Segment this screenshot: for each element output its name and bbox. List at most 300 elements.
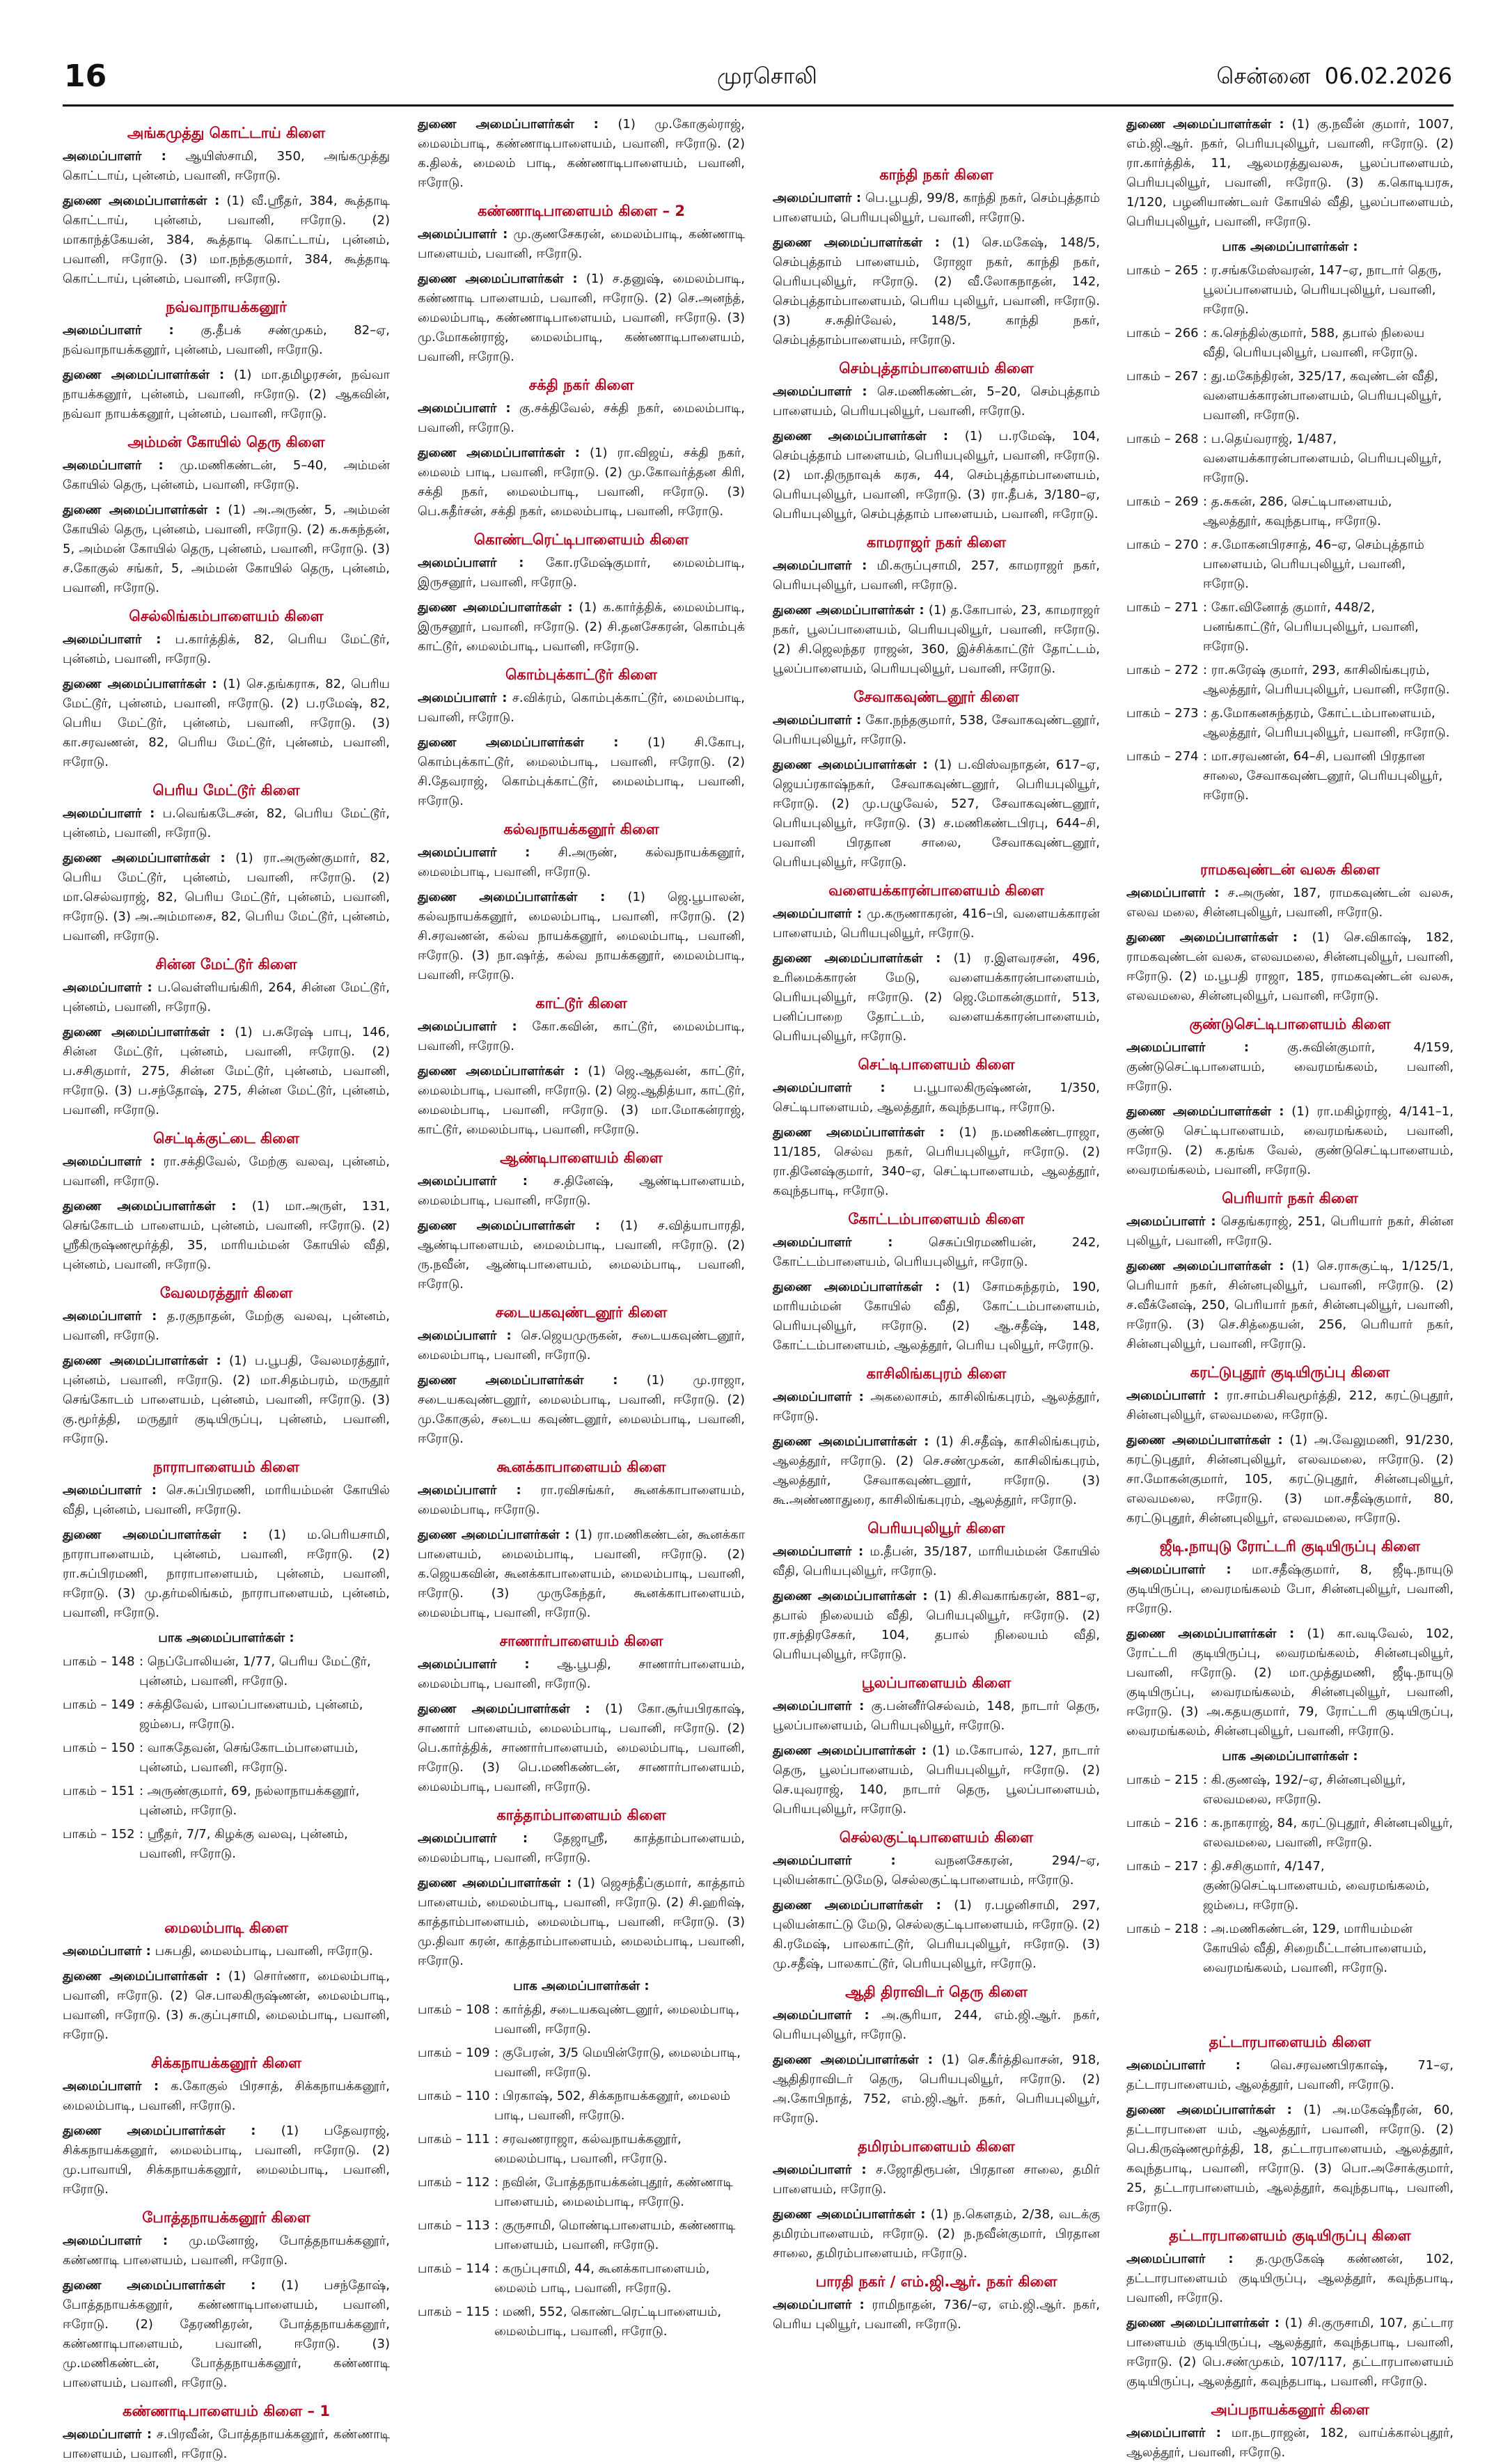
role-label: துணை அமைப்பாளர்கள் :: [773, 951, 941, 966]
office-bearer-entry: [418, 115, 745, 193]
role-label: துணை அமைப்பாளர்கள் :: [418, 1218, 601, 1233]
branch-heading: செல்லிங்கம்பாளையம் கிளை: [129, 608, 324, 625]
entry-text: (1) செ.கீர்த்திவாசன், 918, ஆதிதிராவிடர் தெரு, பெரியபுலியூர், ஈரோடு. (2) அ.கோபிநாத், 752, எம்.ஜி.ஆர். நகர், பெரியபுலியூர், ஈரோடு.: [773, 2053, 1100, 2126]
booth-number: பாகம் – 266: [1126, 326, 1199, 340]
office-bearer-entry: [63, 2121, 390, 2199]
role-label: துணை அமைப்பாளர்கள் :: [418, 1528, 570, 1542]
role-label: துணை அமைப்பாளர்கள் :: [773, 603, 925, 618]
office-bearer-entry: [1126, 928, 1454, 1006]
branch-heading: கல்வநாயக்கனூர் கிளை: [503, 821, 659, 838]
office-bearer-entry: [773, 2296, 1100, 2334]
role-label: துணை அமைப்பாளர்கள் :: [773, 429, 949, 444]
office-bearer-entry: [418, 1062, 745, 1140]
header-rule: [63, 104, 1454, 107]
role-label: துணை அமைப்பாளர்கள் :: [63, 194, 220, 208]
office-bearer-entry: [773, 949, 1100, 1046]
entry-text: ஆ.பூபதி, சாணார்பாளையம், மைலம்பாடி, பவானி, ஈரோடு.: [418, 1657, 745, 1691]
role-label: அமைப்பாளர் :: [418, 227, 508, 242]
entry-text: (1) மா.தமிழரசன், நவ்வா நாயக்கனூர், புன்னம், பவானி, ஈரோடு. (2) ஆகவின், நவ்வா நாயக்கனூர், புன்னம், பவானி, ஈரோடு.: [63, 368, 390, 421]
office-bearer-entry: [773, 755, 1100, 872]
entry-text: ரா.சக்திவேல், மேற்கு வலவு, புன்னம், பவானி, ஈரோடு.: [63, 1154, 390, 1188]
role-label: அமைப்பாளர் :: [1126, 1214, 1216, 1229]
booth-person: : ச.மோகனபிரசாத், 46–ஏ, செம்புத்தாம் பாளையம், பெரியபுலியூர், பவானி, ஈரோடு.: [1203, 537, 1424, 591]
branch-heading: போத்தநாயக்கனூர் கிளை: [142, 2209, 310, 2226]
entry-text: (1) ரா.மணிகண்டன், கூனக்கா பாளையம், மைலம்பாடி, பவானி, ஈரோடு. (2) க.ஜெயகவின், கூனக்காபாளையம், மைலம்பாடி, பவானி, ஈரோடு. (3) முருகேந்தர், கூனக்காபாளையம், மைலம்பாடி, பவானி, ஈரோடு.: [418, 1528, 745, 1620]
role-label: துணை அமைப்பாளர்கள் :: [63, 2278, 256, 2293]
role-label: துணை அமைப்பாளர்கள் :: [1126, 930, 1298, 945]
booth-number: பாகம் – 151: [63, 1784, 135, 1798]
role-label: துணை அமைப்பாளர்கள் :: [63, 1969, 221, 1984]
office-bearer-entry: [773, 601, 1100, 679]
booth-number: பாகம் – 109: [418, 2046, 490, 2060]
entry-text: (1) ச.வித்யாபாரதி, ஆண்டிபாளையம், மைலம்பாடி, பவானி, ஈரோடு. (2) ரு.நவீன், ஆண்டிபாளையம், மைலம்பாடி, பவானி, ஈரோடு.: [418, 1218, 745, 1292]
booth-entry: [1126, 367, 1454, 425]
booth-number: பாகம் – 216: [1126, 1816, 1199, 1830]
booth-entry: [1126, 661, 1454, 700]
entry-text: (1) ரா.மகிழ்ராஜ், 4/141–1, குண்டு செட்டிபாளையம், வைரமங்கலம், பவானி, ஈரோடு. (2) க.தங்க வேல், குண்டுசெட்டிபாளையம், வைரமங்கலம், பவானி, ஈரோடு.: [1126, 1104, 1454, 1177]
column-gap: [1126, 1982, 1454, 2024]
office-bearer-entry: [773, 556, 1100, 595]
entry-text: ராமிநாதன், 736/–ஏ, எம்.ஜி.ஆர். நகர், பெரிய புலியூர், பவானி, ஈரோடு.: [773, 2298, 1100, 2332]
office-bearer-entry: [63, 2077, 390, 2116]
entry-text: கு.சக்திவேல், சக்தி நகர், மைலம்பாடி, பவானி, ஈரோடு.: [418, 401, 745, 435]
booth-entry: [1126, 1920, 1454, 1978]
column-4: [1126, 115, 1454, 2460]
booth-entry: [63, 1825, 390, 1864]
entry-text: (1) ப.சுரேஷ் பாபு, 146, சின்ன மேட்டூர், புன்னம், பவானி, ஈரோடு. (2) ப.சசிகுமார், 275, சின்ன மேட்டூர், புன்னம், பவானி, ஈரோடு. (3) ப.சந்தோஷ், 275, சின்ன மேட்டூர், புன்னம், பவானி, ஈரோடு.: [63, 1025, 390, 1117]
article-columns: [63, 115, 1454, 2461]
booth-person: : சரவணராஜா, கல்வநாயக்கனூர், மைலம்பாடி, பவானி, ஈரோடு.: [494, 2132, 682, 2166]
office-bearer-entry: [773, 1432, 1100, 1510]
office-bearer-entry: [1126, 1560, 1454, 1619]
newspaper-name: முரசொலி: [717, 63, 817, 89]
role-label: அமைப்பாளர் :: [773, 1235, 893, 1250]
booth-number: பாகம் – 115: [418, 2305, 490, 2319]
entry-text: (1) செ.விகாஷ், 182, ராமகவுண்டன் வலசு, எலவமலை, சின்னபுலியூர், பவானி, ஈரோடு. (2) ம.பூபதி ராஜா, 185, ராமகவுண்டன் வலசு, எலவமலை, சின்னபுலியூர், பவானி, ஈரோடு.: [1126, 930, 1454, 1003]
booth-person: : கோ.வினோத் குமார், 448/2, பனங்காட்டூர், பெரியபுலியூர், பவானி, ஈரோடு.: [1203, 600, 1419, 654]
role-label: அமைப்பாளர் :: [63, 2079, 159, 2094]
office-bearer-entry: [773, 1542, 1100, 1581]
entry-text: கோ.கவின், காட்டூர், மைலம்பாடி, பவானி, ஈரோடு.: [418, 1019, 745, 1053]
entry-text: (1) பதேவராஜ், சிக்கநாயக்கனூர், மைலம்பாடி, பவானி, ஈரோடு. (2) மு.பாவாயி, சிக்கநாயக்கனூர், மைலம்பாடி, பவானி, ஈரோடு.: [63, 2124, 390, 2197]
role-label: அமைப்பாளர் :: [773, 2163, 867, 2177]
role-label: அமைப்பாளர் :: [773, 191, 862, 205]
office-bearer-entry: [418, 1481, 745, 1520]
booth-person: : நவின், போத்தநாயக்கன்புதூர், கண்ணாடி பாளையம், மைலம்பாடி, ஈரோடு.: [494, 2175, 733, 2209]
booth-entry: [418, 2087, 745, 2126]
entry-text: (1) அ.மகேஷ்நீரன், 60, தட்டாரபாளை யம், ஆலத்தூர், பவானி, ஈரோடு. (2) பெ.கிருஷ்ணமூர்த்தி, 18, தட்டாரபாளையம், ஆலத்தூர், கவுந்தபாடி, பவானி, ஈரோடு. (3) பொ.அசோக்குமார், 25, தட்டாரபாளையம், ஆலத்தூர், கவுந்தபாடி, பவானி, ஈரோடு.: [1126, 2103, 1454, 2215]
entry-text: ரா.ரவிசங்கர், கூனக்காபாளையம், மைலம்பாடி, ஈரோடு.: [418, 1483, 745, 1517]
entry-text: (1) செ.தங்கராசு, 82, பெரிய மேட்டூர், புன்னம், பவானி, ஈரோடு. (2) ப.ரமேஷ், 82, பெரிய மேட்டூர், புன்னம், பவானி, ஈரோடு. (3) கா.சரவணன், 82, பெரிய மேட்டூர், புன்னம், பவானி, ஈரோடு.: [63, 677, 390, 769]
role-label: துணை அமைப்பாளர்கள் :: [773, 1434, 929, 1449]
branch-heading: பாரதி நகர் / எம்.ஜி.ஆர். நகர் கிளை: [815, 2273, 1057, 2290]
branch-heading: கூனக்காபாளையம் கிளை: [496, 1459, 666, 1475]
office-bearer-entry: [63, 849, 390, 946]
entry-text: மு.மனோஜ், போத்தநாயக்கனூர், கண்ணாடி பாளையம், பவானி, ஈரோடு.: [63, 2234, 390, 2268]
entry-text: மா.சதீஷ்குமார், 8, ஜீடி.நாயுடு குடியிருப்பு, வைரமங்கலம் போ, சின்னபுலியூர், பவானி, ஈரோடு.: [1126, 1562, 1454, 1616]
entry-text: வெ.சரவணபிரகாஷ், 71–ஏ, தட்டாரபாளையம், ஆலத்தூர், பவானி, ஈரோடு.: [1126, 2058, 1454, 2092]
office-bearer-entry: [773, 1278, 1100, 1356]
role-label: துணை அமைப்பாளர்கள் :: [418, 117, 599, 132]
office-bearer-entry: [418, 399, 745, 438]
office-bearer-entry: [63, 191, 390, 289]
booth-number: பாகம் – 268: [1126, 432, 1199, 446]
booth-person: : பிரகாஷ், 502, சிக்கநாயக்கனூர், மைலம் பாடி, பவானி, ஈரோடு.: [494, 2089, 730, 2123]
entry-text: (1) சி.சதீஷ், காசிலிங்கபுரம், ஆலத்தூர், ஈரோடு. (2) செ.சண்முகன், காசிலிங்கபுரம், ஆலத்தூர், சேவாகவுண்டனூர், ஈரோடு. (3) கூ.அண்ணாதுரை, காசிலிங்கபுரம், ஆலத்தூர், ஈரோடு.: [773, 1434, 1100, 1507]
booth-number: பாகம் – 150: [63, 1741, 135, 1755]
branch-heading: கண்ணாடிபாளையம் கிளை – 2: [478, 203, 685, 219]
booth-number: பாகம் – 272: [1126, 663, 1199, 677]
office-bearer-entry: [773, 1233, 1100, 1272]
office-bearer-entry: [63, 1307, 390, 1346]
entry-text: ச.ஜோதிரூபன், பிரதான சாலை, தமிர் பாளையம், ஈரோடு.: [773, 2163, 1100, 2197]
role-label: அமைப்பாளர் :: [63, 149, 166, 164]
entry-text: (1) த.கோபால், 23, காமராஜர் நகர், பூலப்பாளையம், பெரியபுலியூர், பவானி, ஈரோடு. (2) சி.ஜெலந்தர ராஜன், 360, இச்சிக்காட்டூர் தோட்டம், பூலப்பாளையம், பெரியபுலியூர், பவானி, ஈரோடு.: [773, 603, 1100, 676]
role-label: துணை அமைப்பாளர்கள் :: [773, 1589, 928, 1603]
entry-text: த.முருகேஷ் கண்ணன், 102, தட்டாரபாளையம் குடியிருப்பு, ஆலத்தூர், கவுந்தபாடி, பவானி, ஈரோடு.: [1126, 2252, 1454, 2305]
booth-entry: [418, 2130, 745, 2169]
role-label: அமைப்பாளர் :: [1126, 2252, 1234, 2266]
role-label: துணை அமைப்பாளர்கள் :: [1126, 1259, 1284, 1273]
role-label: அமைப்பாளர் :: [63, 2427, 152, 2442]
role-label: அமைப்பாளர் :: [773, 558, 867, 573]
office-bearer-entry: [1126, 2101, 1454, 2218]
role-label: துணை அமைப்பாளர்கள் :: [63, 851, 226, 865]
branch-heading: ஆதி திராவிடர் தெரு கிளை: [845, 1984, 1028, 2000]
office-bearer-entry: [63, 1481, 390, 1520]
office-bearer-entry: [773, 1078, 1100, 1117]
booth-number: பாகம் – 149: [63, 1697, 135, 1712]
entry-text: கு.பன்னீர்செல்வம், 148, நாடார் தெரு, பூலப்பாளையம், பெரியபுலியூர், ஈரோடு.: [773, 1699, 1101, 1733]
booth-entry: [1126, 1814, 1454, 1853]
entry-text: (1) க.கார்த்திக், மைலம்பாடி, இருசனூர், பவானி, ஈரோடு. (2) சி.தனசேகரன், கொம்புக் காட்டூர், மைலம்பாடி, பவானி, ஈரோடு.: [418, 600, 745, 654]
branch-heading: பெரியபுலியூர் கிளை: [867, 1520, 1005, 1537]
column-gap: [773, 115, 1100, 157]
section-subheading: பாக அமைப்பாளர்கள் :: [158, 1631, 294, 1645]
booth-entry: [1126, 430, 1454, 488]
branch-heading: அம்மன் கோயில் தெரு கிளை: [127, 434, 325, 450]
role-label: துணை அமைப்பாளர்கள் :: [63, 368, 225, 382]
office-bearer-entry: [418, 598, 745, 657]
office-bearer-entry: [63, 1942, 390, 1961]
booth-person: : க.செந்தில்குமார், 588, தபால் நிலைய வீதி, பெரியபுலியூர், பவானி, ஈரோடு.: [1203, 326, 1425, 360]
branch-heading: கோட்டம்பாளையம் கிளை: [848, 1211, 1025, 1227]
page-number: 16: [64, 58, 107, 94]
entry-text: (1) ந.கௌதம், 2/38, வடக்கு தமிரம்பாளையம், ஈரோடு. (2) ந.நவீன்குமார், பிரதான சாலை, தமிரம்பாளையம், ஈரோடு.: [773, 2207, 1100, 2261]
booth-number: பாகம் – 265: [1126, 263, 1199, 278]
office-bearer-entry: [418, 1829, 745, 1868]
entry-text: (1) கோ.சூர்யபிரகாஷ், சாணார் பாளையம், மைலம்பாடி, பவானி, ஈரோடு. (2) பெ.கார்த்திக், சாணார்பாளையம், மைலம்பாடி, பவானி, ஈரோடு. (3) பெ.மணிகண்டன், சாணார்பாளையம், மைலம்பாடி, பவானி, ஈரோடு.: [418, 1702, 745, 1794]
booth-person: : து.மகேந்திரன், 325/17, கவுண்டன் வீதி, வளையக்காரன்பாளையம், பெரியபுலியூர், பவானி, ஈரோடு.: [1203, 369, 1442, 423]
role-label: அமைப்பாளர் :: [63, 2234, 168, 2248]
office-bearer-entry: [773, 2205, 1100, 2263]
branch-heading: செம்புத்தாம்பாளையம் கிளை: [839, 360, 1034, 377]
office-bearer-entry: [63, 1197, 390, 1275]
booth-person: : மணி, 552, கொண்டரெட்டிபாளையம், மைலம்பாடி, பவானி, ஈரோடு.: [494, 2305, 722, 2339]
entry-text: (1) ந.மணிகண்டராஜா, 11/185, செல்வ நகர், பெரியபுலியூர், ஈரோடு. (2) ரா.தினேஷ்குமார், 340–ஏ, செட்டிபாளையம், ஆலத்தூர், கவுந்தபாடி, ஈரோடு.: [773, 1125, 1100, 1198]
booth-entry: [1126, 261, 1454, 320]
entry-text: ப.பூபாலகிருஷ்ணன், 1/350, செட்டிபாளையம், ஆலத்தூர், கவுந்தபாடி, ஈரோடு.: [773, 1081, 1100, 1115]
role-label: துணை அமைப்பாளர்கள் :: [773, 1280, 941, 1294]
role-label: அமைப்பாளர் :: [418, 691, 508, 705]
office-bearer-entry: [418, 1874, 745, 1971]
entry-text: தேஜாஸ்ரீ, காத்தாம்பாளையம், மைலம்பாடி, பவானி, ஈரோடு.: [418, 1831, 745, 1865]
entry-text: (1) அ.அருண், 5, அம்மன் கோயில் தெரு, புன்னம், பவானி, ஈரோடு. (2) க.சுகந்தன், 5, அம்மன் கோயில் தெரு, புன்னம், பவானி, ஈரோடு. (3) ச.கோகுல் சங்கர், 5, அம்மன் கோயில் தெரு, புன்னம், பவானி, ஈரோடு.: [63, 503, 390, 595]
entry-text: (1) ம.பெரியசாமி, நாராபாளையம், புன்னம், பவானி, ஈரோடு. (2) ரா.சுப்பிரமணி, நாராபாளையம், புன்னம், பவானி, ஈரோடு. (3) மு.தர்மலிங்கம், நாராபாளையம், புன்னம், பவானி, ஈரோடு.: [63, 1528, 390, 1620]
office-bearer-entry: [773, 711, 1100, 750]
branch-heading: காட்டூர் கிளை: [535, 995, 627, 1012]
role-label: துணை அமைப்பாளர்கள் :: [418, 600, 573, 615]
booth-entry: [418, 2173, 745, 2212]
office-bearer-entry: [1126, 884, 1454, 923]
entry-text: (1) கி.சிவகாங்கரன், 881–ஏ, தபால் நிலையம் வீதி, பெரியபுலியூர், ஈரோடு. (2) ரா.சந்திரசேகர், 104, தபால் நிலையம் வீதி, பெரியபுலியூர், ஈரோடு.: [773, 1589, 1100, 1662]
booth-number: பாகம் – 111: [418, 2132, 490, 2147]
office-bearer-entry: [63, 366, 390, 424]
booth-entry: [1126, 492, 1454, 531]
entry-text: (1) ஜெ.ஆதவன், காட்டூர், மைலம்பாடி, பவானி, ஈரோடு. (2) ஜெ.ஆதித்யா, காட்டூர், மைலம்பாடி, பவானி, ஈரோடு. (3) மா.மோகன்ராஜ், காட்டூர், மைலம்பாடி, பவானி, ஈரோடு.: [418, 1064, 745, 1137]
office-bearer-entry: [63, 1023, 390, 1120]
office-bearer-entry: [773, 1741, 1100, 1819]
entry-text: அகலைாசம், காசிலிங்கபுரம், ஆலத்தூர், ஈரோடு.: [773, 1390, 1100, 1424]
branch-heading: ஆண்டிபாளையம் கிளை: [500, 1149, 663, 1166]
column-gap: [63, 1868, 390, 1910]
branch-heading: கொம்புக்காட்டூர் கிளை: [505, 666, 658, 683]
role-label: துணை அமைப்பாளர்கள் :: [63, 1353, 221, 1368]
booth-number: பாகம் – 108: [418, 2002, 490, 2017]
role-label: அமைப்பாளர் :: [63, 458, 164, 473]
branch-heading: வேலமரத்தூர் கிளை: [159, 1285, 293, 1301]
role-label: அமைப்பாளர் :: [63, 632, 162, 647]
dateline-date: 06.02.2026: [1324, 63, 1452, 89]
column-3: [773, 115, 1101, 2332]
office-bearer-entry: [63, 1525, 390, 1623]
entry-text: அ.சூரியா, 244, எம்.ஜி.ஆர். நகர், பெரியபுலியூர், ஈரோடு.: [773, 2008, 1100, 2042]
role-label: துணை அமைப்பாளர்கள் :: [773, 2207, 926, 2222]
booth-number: பாகம் – 267: [1126, 369, 1199, 384]
branch-heading: கரட்டுபுதூர் குடியிருப்பு கிளை: [1190, 1364, 1390, 1381]
entry-text: (1) மு.ராஜா, சடையகவுண்டனூர், மைலம்பாடி, பவானி, ஈரோடு. (2) மு.கோகுல், சடைய கவுண்டனூர், மைலம்பாடி, பவானி, ஈரோடு.: [418, 1373, 745, 1446]
entry-text: கு.தீபக் சண்முகம், 82–ஏ, நவ்வாநாயக்கனூர், புன்னம், பவானி, ஈரோடு.: [63, 323, 390, 357]
entry-text: (1) பசந்தோஷ், போத்தநாயக்கனூர், கண்ணாடிபாளையம், பவானி, ஈரோடு. (2) தேரணிதரன், போத்தநாயக்கனூர், கண்ணாடிபாளையம், பவானி, ஈரோடு. (3) மு.மணிகண்டன், போத்தநாயக்கனூர், கண்ணாடி பாளையம், பவானி, ஈரோடு.: [63, 2278, 390, 2390]
dateline: [1216, 63, 1452, 92]
role-label: துணை அமைப்பாளர்கள் :: [418, 735, 619, 750]
office-bearer-entry: [63, 1152, 390, 1191]
entry-text: (1) செ.மகேஷ், 148/5, செம்புத்தாம் பாளையம், ரோஜா நகர், காந்தி நகர், பெரியபுலியூர், ஈரோடு. (2) வீ.லோகநாதன், 142, செம்புத்தாம்பாளையம், பெரிய புலியூர், பவானி, ஈரோடு. (3) ச.சுதிர்வேல், 148/5, காந்தி நகர், செம்புத்தாம்பாளையம், ஈரோடு.: [773, 235, 1100, 347]
office-bearer-entry: [63, 456, 390, 495]
entry-text: த.ரகுநாதன், மேற்கு வலவு, புன்னம், பவானி, ஈரோடு.: [63, 1309, 390, 1343]
office-bearer-entry: [418, 1216, 745, 1294]
role-label: அமைப்பாளர் :: [773, 1390, 864, 1404]
entry-text: சி.அருண், கல்வநாயக்கனூர், மைலம்பாடி, பவானி, ஈரோடு.: [418, 845, 745, 879]
office-bearer-entry: [773, 1388, 1100, 1427]
entry-text: (1) மா.அருள், 131, செங்கோடம் பாளையம், புன்னம், பவானி, ஈரோடு. (2) ஸ்ரீகிருஷ்ணமூர்த்தி, 35, மாரியம்மன் கோயில் வீதி, புன்னம், பவானி, ஈரோடு.: [63, 1199, 390, 1272]
booth-number: பாகம் – 110: [418, 2089, 490, 2103]
role-label: துணை அமைப்பாளர்கள் :: [1126, 1104, 1284, 1119]
booth-number: பாகம் – 271: [1126, 600, 1199, 615]
entry-text: (1) ச.தனுஷ், மைலம்பாடி, கண்ணாடி பாளையம், பவானி, ஈரோடு. (2) செ.அனந்த், மைலம்பாடி, கண்ணாடிபாளையம், பவானி, ஈரோடு. (3) மு.மோகன்ராஜ், மைலம்பாடி, கண்ணாடிபாளையம், பவானி, ஈரோடு.: [418, 272, 745, 364]
role-label: துணை அமைப்பாளர்கள் :: [418, 1876, 572, 1890]
office-bearer-entry: [418, 1371, 745, 1449]
entry-text: (1) ரா.அருண்குமார், 82, பெரிய மேட்டூர், புன்னம், பவானி, ஈரோடு. (2) மா.செல்வராஜ், 82, பெரிய மேட்டூர், புன்னம், பவானி, ஈரோடு. (3) அ.அம்மாசை, 82, பெரிய மேட்டூர், புன்னம், பவானி, ஈரோடு.: [63, 851, 390, 943]
office-bearer-entry: [63, 630, 390, 669]
office-bearer-entry: [418, 1017, 745, 1056]
entry-text: ச.தினேஷ், ஆண்டிபாளையம், மைலம்பாடி, பவானி, ஈரோடு.: [418, 1174, 745, 1208]
role-label: அமைப்பாளர் :: [63, 1944, 151, 1959]
booth-entry: [63, 1695, 390, 1734]
branch-heading: பெரிய மேட்டூர் கிளை: [152, 782, 300, 799]
office-bearer-entry: [63, 1967, 390, 2045]
role-label: அமைப்பாளர் :: [773, 2298, 865, 2312]
booth-person: : சக்திவேல், பாலப்பாளையம், புன்னம், ஜம்பை, ஈரோடு.: [139, 1697, 363, 1732]
entry-text: மு.மணிகண்டன், 5–40, அம்மன் கோயில் தெரு, புன்னம், பவானி, ஈரோடு.: [63, 458, 390, 492]
office-bearer-entry: [418, 1172, 745, 1211]
office-bearer-entry: [63, 501, 390, 598]
booth-person: : தி.சசிகுமார், 4/147, குண்டுசெட்டிபாளையம், வைரமங்கலம், ஜம்பை, ஈரோடு.: [1203, 1859, 1430, 1913]
role-label: அமைப்பாளர் :: [418, 1019, 517, 1034]
entry-text: (1) ரா.விஜய், சக்தி நகர், மைலம் பாடி, பவானி, ஈரோடு. (2) மு.கோவர்த்தன கிரி, சக்தி நகர், மைலம்பாடி, பவானி, ஈரோடு. (3) பெ.சுதீர்சன், சக்தி நகர், மைலம்பாடி, பவானி, ஈரோடு.: [418, 446, 745, 519]
role-label: துணை அமைப்பாளர்கள் :: [418, 272, 578, 286]
branch-heading: சடையகவுண்டனூர் கிளை: [495, 1304, 668, 1321]
booth-entry: [418, 2302, 745, 2341]
office-bearer-entry: [418, 554, 745, 593]
booth-person: : ஸ்ரீதர், 7/7, கிழக்கு வலவு, புன்னம், பவானி, ஈரோடு.: [139, 1827, 348, 1861]
role-label: அமைப்பாளர் :: [773, 1853, 896, 1868]
branch-heading: காத்தாம்பாளையம் கிளை: [496, 1807, 666, 1823]
booth-entry: [1126, 1857, 1454, 1915]
role-label: துணை அமைப்பாளர்கள் :: [773, 1743, 927, 1758]
office-bearer-entry: [418, 733, 745, 811]
column-2: [418, 115, 746, 2339]
booth-person: : குபேரன், 3/5 மெயின்ரோடு, மைலம்பாடி, பவானி, ஈரோடு.: [494, 2046, 741, 2080]
entry-text: (1) வீ.ஸ்ரீதர், 384, கூத்தாடி கொட்டாய், புன்னம், பவானி, ஈரோடு. (2) மாகாந்த்கேயன், 384, கூத்தாடி கொட்டாய், புன்னம், பவானி, ஈரோடு. (3) மா.நந்தகுமார், 384, கூத்தாடி கொட்டாய், புன்னம், பவானி, ஈரோடு.: [63, 194, 390, 286]
entry-text: கோ.நந்தகுமார், 538, சேவாகவுண்டனூர், பெரியபுலியூர், ஈரோடு.: [773, 713, 1100, 747]
office-bearer-entry: [63, 2276, 390, 2393]
booth-person: : நெப்போலியன், 1/77, பெரிய மேட்டூர், புன்னம், பவானி, ஈரோடு.: [139, 1654, 371, 1688]
entry-text: (1) மு.கோகுல்ராஜ், மைலம்பாடி, கண்ணாடிபாளையம், பவானி, ஈரோடு. (2) க.திலக், மைலம் பாடி, கண்ணாடிபாளையம், பவானி, ஈரோடு.: [418, 117, 745, 190]
office-bearer-entry: [773, 1587, 1100, 1665]
role-label: துணை அமைப்பாளர்கள் :: [63, 1199, 237, 1214]
booth-number: பாகம் – 215: [1126, 1773, 1199, 1787]
booth-entry: [1126, 747, 1454, 806]
role-label: துணை அமைப்பாளர்கள் :: [63, 503, 221, 517]
booth-entry: [1126, 535, 1454, 594]
office-bearer-entry: [1126, 115, 1454, 232]
office-bearer-entry: [773, 189, 1100, 228]
entry-text: (1) ப.ரமேஷ், 104, செம்புத்தாம் பாளையம், பெரியபுலியூர், பவானி, ஈரோடு. (2) மா.திருநாவுக் கரசு, 44, செம்புத்தாம்பாளையம், பெரியபுலியூர், பவானி, ஈரோடு. (3) ரா.தீபக், 3/180–ஏ, பெரியபுலியூர், செம்புத்தாம் பாளையம், பவானி, ஈரோடு.: [773, 429, 1100, 521]
role-label: துணை அமைப்பாளர்கள் :: [63, 1528, 248, 1542]
entry-text: (1) ஜெ.பூபாலன், கல்வநாயக்கனூர், மைலம்பாடி, பவானி, ஈரோடு. (2) சி.சரவணன், கல்வ நாயக்கனூர், மைலம்பாடி, பவானி, ஈரோடு. (3) நா.ஷர்த், கல்வ நாயக்கனூர், மைலம்பாடி, பவானி, ஈரோடு.: [418, 890, 745, 982]
booth-person: : ப.தெய்வராஜ், 1/487, வளையக்காரன்பாளையம், பெரியபுலியூர், ஈரோடு.: [1203, 432, 1442, 485]
role-label: அமைப்பாளர் :: [63, 1154, 155, 1169]
office-bearer-entry: [773, 427, 1100, 524]
entry-text: செ.சுப்பிரமணி, மாரியம்மன் கோயில் வீதி, புன்னம், பவானி, ஈரோடு.: [63, 1483, 390, 1517]
role-label: அமைப்பாளர் :: [1126, 1388, 1219, 1403]
entry-text: (1) சி.குருசாமி, 107, தட்டார பாளையம் குடியிருப்பு, ஆலத்தூர், கவுந்தபாடி, பவானி, ஈரோடு. (2) பெ.சண்முகம், 107/117, தட்டாரபாளையம் குடியிருப்பு, ஆலத்தூர், கவுந்தபாடி, பவானி, ஈரோடு.: [1126, 2316, 1454, 2389]
entry-text: (1) கா.வடிவேல், 102, ரோட்டரி குடியிருப்பு, வைரமங்கலம், சின்னபுலியூர், பவானி, ஈரோடு. (2) மா.முத்துமணி, ஜீடி.நாயுடு குடியிருப்பு, வைரமங்கலம், சின்னபுலியூர், பவானி, ஈரோடு. (3) அ.கதயகுமார், 79, ரோட்டரி குடியிருப்பு, வைரமங்கலம், சின்னபுலியூர், பவானி, ஈரோடு.: [1126, 1626, 1454, 1739]
branch-heading: கொண்டரெட்டிபாளையம் கிளை: [473, 531, 689, 548]
booth-entry: [418, 2216, 745, 2255]
office-bearer-entry: [418, 689, 745, 728]
branch-heading: செட்டிக்குட்டை கிளை: [152, 1130, 299, 1147]
office-bearer-entry: [418, 1655, 745, 1694]
branch-heading: தட்டாரபாளையம் கிளை: [1209, 2034, 1371, 2050]
office-bearer-entry: [773, 2050, 1100, 2128]
entry-text: செ.மணிகண்டன், 5–20, செம்புத்தாம் பாளையம், பெரியபுலியூர், பவானி, ஈரோடு.: [773, 384, 1100, 418]
office-bearer-entry: [63, 321, 390, 360]
booth-person: : குருசாமி, மொண்டிபாளையம், கண்ணாடி பாளையம், பவானி, ஈரோடு.: [494, 2218, 736, 2252]
branch-heading: சாணார்பாளையம் கிளை: [499, 1633, 663, 1649]
booth-number: பாகம் – 114: [418, 2261, 490, 2276]
role-label: துணை அமைப்பாளர்கள் :: [1126, 2316, 1280, 2330]
entry-text: (1) ப.விஸ்வநாதன், 617–ஏ, ஜெயப்ரகாஷ்நகர், சேவாகவுண்டனூர், பெரியபுலியூர், ஈரோடு. (2) மு.பழுவேல், 527, சேவாகவுண்டனூர், பெரியபுலியூர், ஈரோடு. (3) ச.மணிகண்டபிரபு, 644–சி, பவானி பிரதான சாலை, சேவாகவுண்டனூர், பெரியபுலியூர், ஈரோடு.: [773, 758, 1100, 870]
role-label: அமைப்பாளர் :: [1126, 1040, 1250, 1055]
role-label: துணை அமைப்பாளர்கள் :: [1126, 1626, 1295, 1641]
booth-number: பாகம் – 270: [1126, 537, 1199, 552]
booth-number: பாகம் – 152: [63, 1827, 135, 1842]
role-label: அமைப்பாளர் :: [418, 845, 530, 860]
role-label: அமைப்பாளர் :: [418, 401, 511, 416]
booth-person: : மா.சரவணன், 64–சி, பவானி பிரதான சாலை, சேவாகவுண்டனூர், பெரியபுலியூர், ஈரோடு.: [1203, 749, 1443, 803]
section-subheading: பாக அமைப்பாளர்கள் :: [1222, 240, 1358, 254]
office-bearer-entry: [418, 1525, 745, 1623]
booth-person: : கருப்புசாமி, 44, கூனக்காபாளையம், மைலம் பாடி, பவானி, ஈரோடு.: [494, 2261, 710, 2296]
office-bearer-entry: [63, 675, 390, 772]
branch-heading: மைலம்பாடி கிளை: [164, 1920, 288, 1936]
booth-person: : ரா.சுரேஷ் குமார், 293, காசிலிங்கபுரம், ஆலத்தூர், பெரியபுலியூர், பவானி, ஈரோடு.: [1203, 663, 1450, 697]
entry-text: க.கோகுல் பிரசாத், சிக்கநாயக்கனூர், மைலம்பாடி, பவானி, ஈரோடு.: [63, 2079, 390, 2113]
branch-heading: சேவாகவுண்டனூர் கிளை: [853, 689, 1019, 705]
branch-heading: கண்ணாடிபாளையம் கிளை – 1: [123, 2403, 330, 2419]
booth-entry: [1126, 704, 1454, 743]
role-label: துணை அமைப்பாளர்கள் :: [1126, 2103, 1292, 2117]
entry-text: (1) ம.கோபால், 127, நாடார் தெரு, பூலப்பாளையம், பெரியபுலியூர், ஈரோடு. (2) செ.யுவராஜ், 140, நாடார் தெரு, பூலப்பாளையம், பெரியபுலியூர், ஈரோடு.: [773, 1743, 1100, 1816]
office-bearer-entry: [773, 2160, 1100, 2199]
branch-heading: பூலப்பாளையம் கிளை: [861, 1674, 1012, 1691]
office-bearer-entry: [773, 1697, 1100, 1736]
branch-heading: குண்டுசெட்டிபாளையம் கிளை: [1189, 1016, 1391, 1033]
office-bearer-entry: [1126, 1386, 1454, 1425]
role-label: அமைப்பாளர் :: [1126, 2426, 1221, 2440]
office-bearer-entry: [1126, 1038, 1454, 1097]
booth-entry: [1126, 1771, 1454, 1810]
branch-heading: செல்லகுட்டிபாளையம் கிளை: [839, 1829, 1034, 1846]
office-bearer-entry: [773, 233, 1100, 350]
entry-text: பெ.பூபதி, 99/8, காந்தி நகர், செம்புத்தாம் பாளையம், பெரியபுலியூர், பவானி, ஈரோடு.: [773, 191, 1100, 225]
entry-text: மி.கருப்புசாமி, 257, காமராஜர் நகர், பெரியபுலியூர், பவானி, ஈரோடு.: [773, 558, 1100, 593]
office-bearer-entry: [773, 904, 1100, 943]
branch-heading: செட்டிபாளையம் கிளை: [858, 1056, 1015, 1073]
office-bearer-entry: [63, 147, 390, 186]
office-bearer-entry: [63, 804, 390, 843]
branch-heading: காமராஜர் நகர் கிளை: [866, 534, 1007, 551]
booth-person: : வாசுதேவன், செங்கோடம்பாளையம், புன்னம், பவானி, ஈரோடு.: [139, 1741, 359, 1775]
office-bearer-entry: [1126, 1212, 1454, 1251]
column-1: [63, 115, 390, 2461]
booth-number: பாகம் – 269: [1126, 494, 1199, 509]
booth-number: பாகம் – 217: [1126, 1859, 1199, 1874]
branch-heading: ஜீடி.நாயுடு ரோட்டரி குடியிருப்பு கிளை: [1159, 1538, 1421, 1555]
role-label: அமைப்பாளர் :: [1126, 2058, 1241, 2073]
booth-person: : த.மோகனசுந்தரம், கோட்டம்பாளையம், ஆலத்தூர், பெரியபுலியூர், பவானி, ஈரோடு.: [1203, 706, 1450, 740]
entry-text: கோ.ரமேஷ்குமார், மைலம்பாடி, இருசனூர், பவானி, ஈரோடு.: [418, 556, 746, 590]
booth-number: பாகம் – 273: [1126, 706, 1199, 721]
entry-text: ரா.சாம்பசிவமூர்த்தி, 212, கரட்டுபுதூர், சின்னபுலியூர், எலவமலை, ஈரோடு.: [1126, 1388, 1454, 1422]
entry-text: (1) அ.வேலுமணி, 91/230, கரட்டுபுதூர், சின்னபுலியூர், எலவமலை, ஈரோடு. (2) சா.மோகன்குமார், 105, கரட்டுபுதூர், சின்னபுலியூர், எலவமலை, ஈரோடு. (3) மா.சதீஷ்குமார், 80, கரட்டுபுதூர், சின்னபுலியூர், எலவமலை, ஈரோடு.: [1126, 1433, 1454, 1525]
role-label: துணை அமைப்பாளர்கள் :: [418, 1373, 618, 1388]
role-label: அமைப்பாளர் :: [773, 1544, 864, 1559]
booth-entry: [63, 1739, 390, 1778]
entry-text: (1) ர.இளவரசன், 496, உரிமைக்காரன் மேடு, வளையக்காரன்பாளையம், பெரியபுலியூர், ஈரோடு. (2) ஜெ.மோகன்குமார், 513, பனிப்பாறை தோட்டம், வளையக்காரன்பாளையம், பெரியபுலியூர், ஈரோடு.: [773, 951, 1100, 1044]
